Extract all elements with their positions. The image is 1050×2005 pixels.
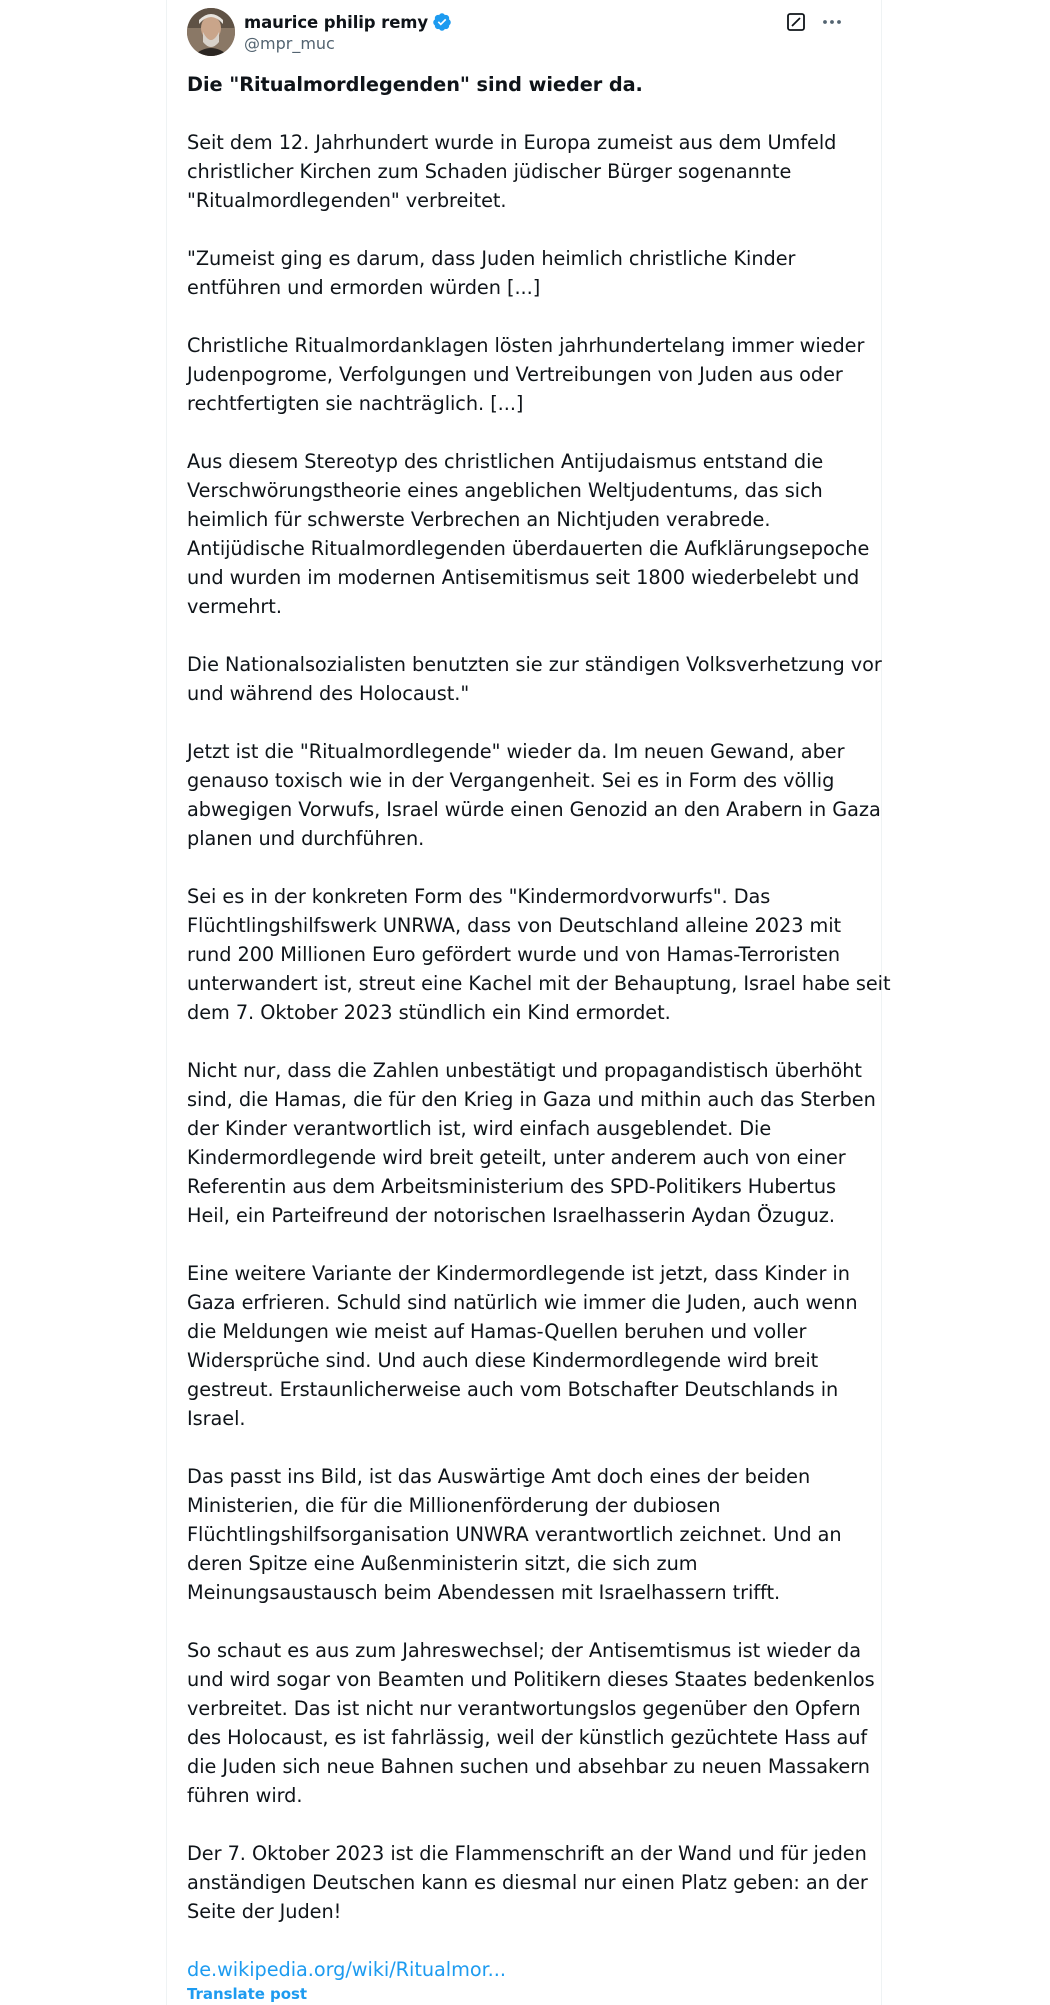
post-paragraph bbox=[187, 1636, 877, 1810]
paragraph-line: Referentin aus dem Arbeitsministerium des SPD-Politikers Hubertus bbox=[187, 1175, 836, 1198]
paragraph-line: Nicht nur, dass die Zahlen unbestätigt und propagandistisch überhöht bbox=[187, 1059, 862, 1082]
verified-badge-icon bbox=[432, 12, 452, 32]
paragraph-line: Israel. bbox=[187, 1407, 246, 1430]
author-info bbox=[244, 11, 452, 54]
paragraph-line: Flüchtlingshilfsorganisation UNWRA verantwortlich zeichnet. Und an bbox=[187, 1523, 842, 1546]
paragraph-line: anständigen Deutschen kann es diesmal nur einen Platz geben: an der bbox=[187, 1871, 868, 1894]
paragraph-line: Kindermordlegende wird breit geteilt, unter anderem auch von einer bbox=[187, 1146, 846, 1169]
paragraph-line: Ministerien, die für die Millionenförderung der dubiosen bbox=[187, 1494, 721, 1517]
paragraph-line: gestreut. Erstaunlicherweise auch vom Botschafter Deutschlands in bbox=[187, 1378, 839, 1401]
paragraph-line: Seite der Juden! bbox=[187, 1900, 342, 1923]
translate-post-button[interactable]: Translate post bbox=[187, 1985, 307, 2003]
paragraph-line: die Juden sich neue Bahnen suchen und absehbar zu neuen Massakern bbox=[187, 1755, 870, 1778]
post-text bbox=[187, 70, 891, 2004]
paragraph-line: deren Spitze eine Außenministerin sitzt, die sich zum bbox=[187, 1552, 698, 1575]
paragraph-line: Sei es in der konkreten Form des "Kindermordvorwurfs". Das bbox=[187, 885, 771, 908]
paragraph-line: entführen und ermorden würden [...] bbox=[187, 276, 541, 299]
header-actions bbox=[785, 11, 843, 33]
paragraph-line: und wird sogar von Beamten und Politikern dieses Staates bedenkenlos bbox=[187, 1668, 875, 1691]
paragraph-line: rund 200 Millionen Euro gefördert wurde und von Hamas-Terroristen bbox=[187, 943, 841, 966]
grok-icon[interactable] bbox=[785, 11, 807, 33]
post-paragraph bbox=[187, 650, 882, 708]
paragraph-line: Aus diesem Stereotyp des christlichen Antijudaismus entstand die bbox=[187, 450, 824, 473]
post-paragraph bbox=[187, 1259, 877, 1433]
paragraph-line: "Ritualmordlegenden" verbreitet. bbox=[187, 189, 507, 212]
post-paragraph bbox=[187, 882, 891, 1027]
post-paragraphs bbox=[187, 128, 891, 1926]
paragraph-line: dem 7. Oktober 2023 stündlich ein Kind ermordet. bbox=[187, 1001, 671, 1024]
post-paragraph bbox=[187, 1056, 877, 1230]
paragraph-line: und wurden im modernen Antisemitismus seit 1800 wiederbelebt und bbox=[187, 566, 860, 589]
paragraph-line: Verschwörungstheorie eines angeblichen Weltjudentums, das sich bbox=[187, 479, 823, 502]
paragraph-line: Flüchtlingshilfswerk UNRWA, dass von Deutschland alleine 2023 mit bbox=[187, 914, 842, 937]
display-name[interactable]: maurice philip remy bbox=[244, 12, 429, 32]
paragraph-line: die Meldungen wie meist auf Hamas-Quellen beruhen und voller bbox=[187, 1320, 807, 1343]
paragraph-line: So schaut es aus zum Jahreswechsel; der Antisemtismus ist wieder da bbox=[187, 1639, 861, 1662]
paragraph-line: genauso toxisch wie in der Vergangenheit. Sei es in Form des völlig bbox=[187, 769, 835, 792]
post-paragraph bbox=[187, 1839, 877, 1926]
more-options-icon[interactable] bbox=[821, 11, 843, 33]
paragraph-line: abwegigen Vorwufs, Israel würde einen Genozid an den Arabern in Gaza bbox=[187, 798, 881, 821]
avatar[interactable] bbox=[187, 8, 235, 56]
paragraph-line: Seit dem 12. Jahrhundert wurde in Europa zumeist aus dem Umfeld bbox=[187, 131, 837, 154]
paragraph-line: Jetzt ist die "Ritualmordlegende" wieder da. Im neuen Gewand, aber bbox=[187, 740, 845, 763]
post-header bbox=[187, 8, 863, 56]
paragraph-line: der Kinder verantwortlich ist, wird einfach ausgeblendet. Die bbox=[187, 1117, 772, 1140]
post-paragraph bbox=[187, 244, 877, 302]
paragraph-line: führen wird. bbox=[187, 1784, 303, 1807]
avatar-image bbox=[187, 8, 235, 56]
post-paragraph bbox=[187, 447, 877, 621]
paragraph-line: vermehrt. bbox=[187, 595, 282, 618]
post-column bbox=[166, 0, 891, 2005]
paragraph-line: "Zumeist ging es darum, dass Juden heimlich christliche Kinder bbox=[187, 247, 796, 270]
post-paragraph bbox=[187, 737, 881, 853]
paragraph-line: des Holocaust, es ist fahrlässig, weil der künstlich gezüchtete Hass auf bbox=[187, 1726, 868, 1749]
paragraph-line: Das passt ins Bild, ist das Auswärtige Amt doch eines der beiden bbox=[187, 1465, 811, 1488]
paragraph-line: Judenpogrome, Verfolgungen und Vertreibungen von Juden aus oder bbox=[187, 363, 843, 386]
handle[interactable]: @mpr_muc bbox=[244, 34, 335, 53]
name-row bbox=[244, 11, 452, 33]
paragraph-line: sind, die Hamas, die für den Krieg in Gaza und mithin auch das Sterben bbox=[187, 1088, 876, 1111]
post-paragraph bbox=[187, 331, 877, 418]
paragraph-line: unterwandert ist, streut eine Kachel mit der Behauptung, Israel habe seit bbox=[187, 972, 891, 995]
paragraph-line: Gaza erfrieren. Schuld sind natürlich wie immer die Juden, auch wenn bbox=[187, 1291, 858, 1314]
paragraph-line: Heil, ein Parteifreund der notorischen Israelhasserin Aydan Özuguz. bbox=[187, 1204, 835, 1227]
post-paragraph bbox=[187, 1462, 877, 1607]
paragraph-line: Widersprüche sind. Und auch diese Kindermordlegende wird breit bbox=[187, 1349, 819, 1372]
paragraph-line: Der 7. Oktober 2023 ist die Flammenschrift an der Wand und für jeden bbox=[187, 1842, 867, 1865]
paragraph-line: planen und durchführen. bbox=[187, 827, 425, 850]
paragraph-line: und während des Holocaust." bbox=[187, 682, 470, 705]
paragraph-line: Christliche Ritualmordanklagen lösten jahrhundertelang immer wieder bbox=[187, 334, 865, 357]
paragraph-line: rechtfertigten sie nachträglich. [...] bbox=[187, 392, 524, 415]
post-paragraph bbox=[187, 128, 877, 215]
post-title: Die "Ritualmordlegenden" sind wieder da. bbox=[187, 73, 643, 96]
paragraph-line: heimlich für schwerste Verbrechen an Nichtjuden verabrede. bbox=[187, 508, 771, 531]
paragraph-line: Meinungsaustausch beim Abendessen mit Israelhassern trifft. bbox=[187, 1581, 781, 1604]
paragraph-line: verbreitet. Das ist nicht nur verantwortungslos gegenüber den Opfern bbox=[187, 1697, 861, 1720]
wikipedia-link[interactable]: de.wikipedia.org/wiki/Ritualmor... bbox=[187, 1958, 506, 1981]
paragraph-line: Eine weitere Variante der Kindermordlegende ist jetzt, dass Kinder in bbox=[187, 1262, 850, 1285]
paragraph-line: Die Nationalsozialisten benutzten sie zur ständigen Volksverhetzung vor bbox=[187, 653, 882, 676]
paragraph-line: Antijüdische Ritualmordlegenden überdauerten die Aufklärungsepoche bbox=[187, 537, 870, 560]
paragraph-line: christlicher Kirchen zum Schaden jüdischer Bürger sogenannte bbox=[187, 160, 792, 183]
